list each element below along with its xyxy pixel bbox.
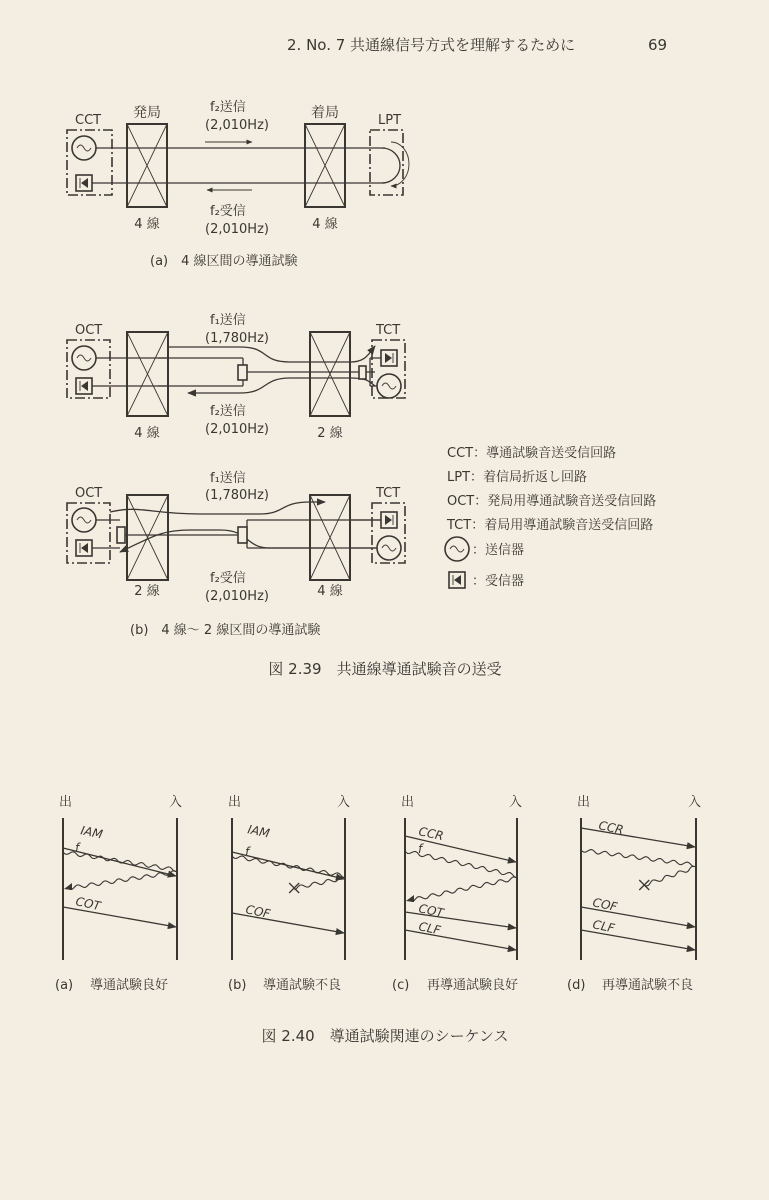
wire-label: 2 線 [317, 426, 343, 441]
wire-label: 4 線 [317, 584, 343, 599]
panel-title: 導通試験良好 [90, 978, 169, 993]
wire-label: 4 線 [134, 426, 160, 441]
tct-label: TCT [376, 323, 401, 338]
panel-title: 導通試験不良 [263, 978, 342, 993]
receiver-icon [381, 512, 397, 528]
oscillator-icon [377, 536, 401, 560]
message-label: CLF [591, 917, 616, 936]
send1-freq: (1,780Hz) [205, 331, 269, 346]
out-label: 出 [577, 795, 591, 810]
switch-2wire [310, 332, 350, 416]
legend-item: OCT：発局用導通試験音送受信回路 [447, 494, 657, 509]
panel-tag: (a) [55, 978, 74, 993]
oscillator-icon [72, 136, 96, 160]
sequence-panel [567, 794, 701, 993]
tone-label: f [245, 845, 250, 859]
tone-wave [581, 850, 696, 867]
subcaption-a: (a) 4 線区間の導通試験 [150, 254, 298, 269]
figure-2-40 [55, 794, 701, 993]
oscillator-icon [72, 346, 96, 370]
tone-wave-return [69, 871, 177, 890]
tct-label: TCT [376, 486, 401, 501]
sequence-panel [392, 794, 522, 993]
out-label: 出 [59, 795, 73, 810]
message-label: COT [74, 894, 102, 914]
in-label: 入 [337, 795, 351, 810]
wire-label: 4 線 [134, 217, 160, 232]
oscillator-icon [377, 374, 401, 398]
recv2-label: f₂受信 [210, 571, 246, 586]
switch-2wire [127, 495, 168, 580]
figure-caption-2-39: 図 2.39 共通線導通試験音の送受 [268, 660, 502, 678]
wire-label: 4 線 [312, 217, 338, 232]
receiver-icon [76, 175, 92, 191]
send1-label: f₁送信 [210, 313, 246, 328]
term-office-label: 着局 [311, 105, 339, 121]
receiver-icon [76, 378, 92, 394]
oscillator-icon [445, 537, 469, 561]
arrowhead [406, 895, 414, 902]
figure-2-39b-upper [67, 312, 405, 441]
send1-label: f₁送信 [210, 471, 246, 486]
figure-caption-2-40: 図 2.40 導通試験関連のシーケンス [261, 1027, 509, 1045]
message-arrow [581, 930, 695, 950]
hybrid-icon [238, 527, 247, 543]
figure-2-39a [67, 99, 409, 269]
figure-2-39b-lower [67, 470, 405, 638]
hybrid-icon [359, 366, 366, 379]
panel-tag: (c) [392, 978, 410, 993]
tone-wave-return [411, 877, 517, 902]
switch-4wire [310, 495, 350, 580]
oct-label: OCT [75, 323, 103, 338]
sequence-panel [228, 794, 350, 993]
hybrid-icon [238, 365, 247, 380]
recv-label: f₂受信 [210, 204, 246, 219]
legend-item: LPT：着信局折返し回路 [447, 470, 588, 485]
receiver-icon [449, 572, 465, 588]
arrowhead [64, 883, 72, 890]
message-label: COF [591, 895, 619, 915]
switch-orig [127, 124, 167, 207]
legend-item: ：受信器 [472, 574, 525, 589]
orig-office-label: 発局 [133, 105, 161, 121]
panel-tag: (d) [567, 978, 586, 993]
lpt-label: LPT [378, 113, 402, 128]
page-number: 69 [648, 36, 668, 54]
send2-label: f₂送信 [210, 404, 246, 419]
panel-title: 再導通試験不良 [602, 978, 694, 993]
tone-label: f [418, 842, 423, 856]
legend [445, 445, 656, 589]
cct-label: CCT [75, 113, 102, 128]
message-label: IAM [246, 822, 271, 841]
recv2-freq: (2,010Hz) [205, 589, 269, 604]
oct-label: OCT [75, 486, 103, 501]
hybrid-icon [117, 527, 125, 543]
in-label: 入 [169, 795, 183, 810]
send-freq: (2,010Hz) [205, 118, 269, 133]
out-label: 出 [401, 795, 415, 810]
receiver-icon [76, 540, 92, 556]
send1-freq: (1,780Hz) [205, 488, 269, 503]
tone-wave-return [644, 866, 696, 886]
running-header: 2. No. 7 共通線信号方式を理解するために [287, 36, 576, 54]
legend-item: TCT：着局用導通試験音送受信回路 [447, 518, 654, 533]
panel-title: 再導通試験良好 [427, 978, 519, 993]
message-label: CCR [597, 818, 625, 838]
message-arrow [63, 907, 176, 927]
message-label: COT [417, 901, 445, 921]
recv-freq: (2,010Hz) [205, 222, 269, 237]
receiver-icon [381, 350, 397, 366]
legend-item: ：送信器 [472, 543, 525, 558]
tone-wave-return [295, 877, 346, 890]
message-label: CCR [417, 824, 445, 844]
oscillator-icon [72, 508, 96, 532]
out-label: 出 [228, 795, 242, 810]
switch-4wire [127, 332, 168, 416]
in-label: 入 [509, 795, 523, 810]
message-label: COF [244, 902, 272, 922]
message-label: CLF [417, 919, 442, 938]
switch-term [305, 124, 345, 207]
sequence-panel [55, 794, 182, 993]
send-label: f₂送信 [210, 100, 246, 115]
in-label: 入 [688, 795, 702, 810]
tone-label: f [75, 841, 80, 855]
lpt-box [370, 130, 403, 195]
subcaption-b: (b) 4 線～ 2 線区間の導通試験 [130, 623, 321, 638]
legend-item: CCT：導通試験音送受信回路 [447, 446, 617, 461]
wire-label: 2 線 [134, 584, 160, 599]
message-label: IAM [79, 823, 104, 842]
send2-freq: (2,010Hz) [205, 422, 269, 437]
panel-tag: (b) [228, 978, 247, 993]
